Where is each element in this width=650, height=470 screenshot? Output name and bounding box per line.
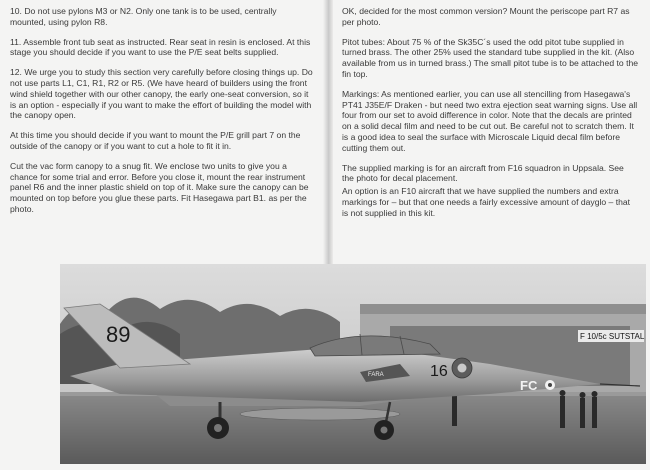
nose-number: 16 — [430, 363, 448, 380]
nose-code: FC — [520, 378, 538, 393]
grill-note-text: At this time you should decide if you want to mount the P/E grill part 7 on the outside of the canopy or if you want to cut a hole to fit it in. — [10, 130, 301, 151]
step-11-text: 11. Assemble front tub seat as instructed. Rear seat in resin is enclosed. At this stage you should decide if you want to use the P/E seat belts supplied. — [10, 36, 311, 58]
tail-number: 89 — [106, 322, 131, 347]
page-spine — [323, 0, 333, 265]
canopy-note-text: Cut the vac form canopy to a snug fit. We enclose two units to give you a chance for some trial and error. Before you close it, mount the rear instrument panel R6 and the inner plastic shield on top of it. Make sure the canopy can be mounted on top before you glue these parts. Fit Hasegawa part B1. as per the photo. — [10, 160, 309, 214]
aircraft-photo — [60, 264, 646, 464]
left-column — [10, 6, 314, 224]
markings-text: Markings: As mentioned earlier, you can use all stencilling from Hasegawa's PT41 J35E/F Draken - but need two extra ejection seat warning signs. Use all four from our set to avoid difference in color. Note that the decals are printed on a solid decal film and need to be cut out. Be careful not to scratch them. It is a good idea to seal the surface with Microscale Liquid decal film before cutting them out. — [342, 88, 638, 153]
option-f10-text: An option is an F10 aircraft that we have supplied the numbers and extra markings for – but that one needs a fairly excessive amount of dayglo – that is not supplied in this kit. — [342, 186, 631, 218]
supplied-marking-text: The supplied marking is for an aircraft from F16 squadron in Uppsala. See the photo for decal placement. — [342, 162, 624, 184]
step-12-text: 12. We urge you to study this section very carefully before closing things up. Do not use parts L1, C1, R1, R2 or R5. (We have heard of builders using the front wind shield together with our other canopy, the early one-seat conversion, so it is an option - especially if you want to make the effort of building the model with the canopy open. — [10, 67, 313, 121]
step-10-text: 10. Do not use pylons M3 or N2. Only one tank is to be used, centrally mounted, using pylon R8. — [10, 6, 277, 27]
intake-label: FARA — [368, 372, 384, 378]
periscope-note-text: OK, decided for the most common version? Mount the periscope part R7 as per photo. — [342, 6, 630, 27]
hangar-sign: F 10/5c SUTSTAL — [580, 332, 645, 341]
pitot-tubes-text: Pitot tubes: About 75 % of the Sk35C´s used the odd pitot tube supplied in turned brass. The other 25% used the standard tube supplied in the kit. (Also available from us in turned brass.) The small pitot tube is to be attached to the fin top. — [342, 36, 639, 79]
right-column — [342, 6, 638, 228]
